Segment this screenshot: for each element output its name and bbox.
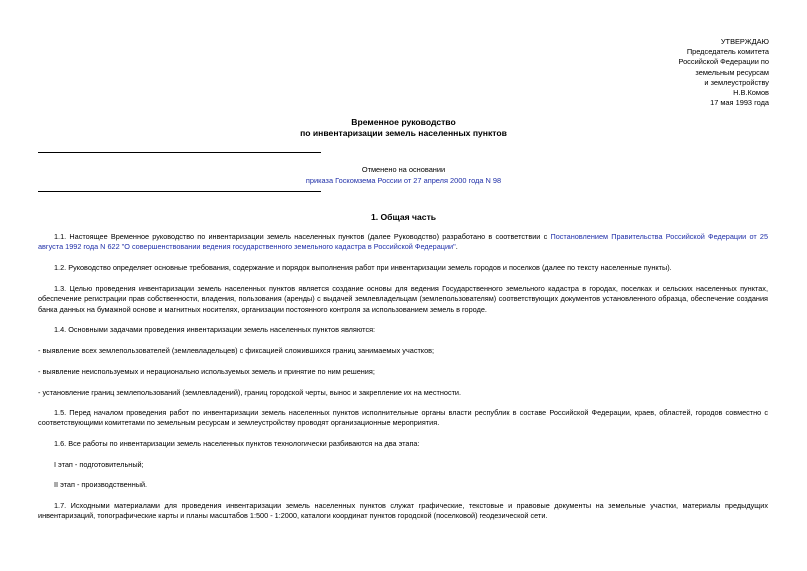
title-line-1: Временное руководство	[351, 117, 456, 127]
divider-top	[38, 152, 321, 153]
paragraph-text: 1.1. Настоящее Временное руководство по инвентаризации земель населенных пунктов (далее Руководство) разработано в соответствии с	[54, 232, 551, 241]
cancellation-order-link[interactable]: приказа Госкомзема России от 27 апреля 2000 года N 98	[305, 175, 502, 185]
approval-line: УТВЕРЖДАЮ	[720, 37, 769, 46]
list-item-3: - установление границ землепользований (землевладений), границ городской черты, вынос и закрепление их на местности.	[38, 388, 462, 397]
approval-line: Н.В.Комов	[733, 88, 769, 98]
paragraph-1-1	[38, 232, 768, 253]
government-decree-link[interactable]: Постановлением Правительства Российской Федерации от 25 августа 1992 года N 622 "О совершенствовании ведения государственного земельного кадастра в Российской Федерации"	[38, 232, 769, 252]
cancellation-note	[0, 165, 807, 186]
title-line-2: по инвентаризации земель населенных пунктов	[300, 128, 507, 138]
approval-line: Председатель комитета	[686, 47, 769, 57]
list-item-1: - выявление всех землепользователей (землевладельцев) с фиксацией сложившихся границ занимаемых участков;	[38, 346, 435, 355]
approval-line: и землеустройству	[704, 77, 769, 87]
approval-line: 17 мая 1993 года	[710, 98, 769, 108]
list-item-2: - выявление неиспользуемых и нерационально используемых земель и принятие по ним решения;	[38, 367, 375, 376]
stage-2: II этап - производственный.	[54, 480, 148, 489]
paragraph-1-2: 1.2. Руководство определяет основные требования, содержание и порядок выполнения работ при инвентаризации земель городов и поселков (далее по тексту населенные пункты).	[54, 263, 672, 272]
paragraph-1-6: 1.6. Все работы по инвентаризации земель населенных пунктов технологически разбиваются на два этапа:	[54, 439, 420, 448]
paragraph-1-3: 1.3. Целью проведения инвентаризации земель населенных пунктов является создание основы для ведения Государственного земельного кадастра в городах, поселках и сельских населенных пунктах, обеспечение регистрации прав собственности, владения, пользования (аренды) с выдачей землевладельцам (землепользователям) соответствующих документов установленного образца, обеспечение создания банка данных на бумажной основе и магнитных носителях, организации постоянного контроля за использованием земель в городе.	[38, 284, 768, 314]
section-title: 1. Общая часть	[370, 212, 437, 222]
divider-bottom	[38, 191, 321, 192]
document-title	[0, 117, 807, 139]
paragraph-1-4: 1.4. Основными задачами проведения инвентаризации земель населенных пунктов являются:	[54, 325, 376, 334]
paragraph-1-5: 1.5. Перед началом проведения работ по инвентаризации земель населенных пунктов исполнительные органы власти республик в составе Российской Федерации, краев, областей, городов совместно с соответствующими комитетами по земельным ресурсам и землеустройству проводят организационные мероприятия.	[38, 408, 768, 428]
paragraph-text: .	[455, 242, 458, 252]
paragraph-1-7: 1.7. Исходными материалами для проведения инвентаризации земель населенных пунктов служат графические, текстовые и правовые документы на земельные участки, материалы предыдущих инвентаризаций, топографические карты и планы масштабов 1:500 - 1:2000, каталоги координат пунктов городской (поселковой) геодезической сети.	[38, 501, 768, 521]
stage-1: I этап - подготовительный;	[54, 460, 144, 469]
approval-line: земельным ресурсам	[695, 67, 769, 77]
cancellation-text: Отменено на основании	[361, 165, 446, 174]
approval-block	[678, 37, 769, 108]
approval-line: Российской Федерации по	[678, 57, 769, 67]
